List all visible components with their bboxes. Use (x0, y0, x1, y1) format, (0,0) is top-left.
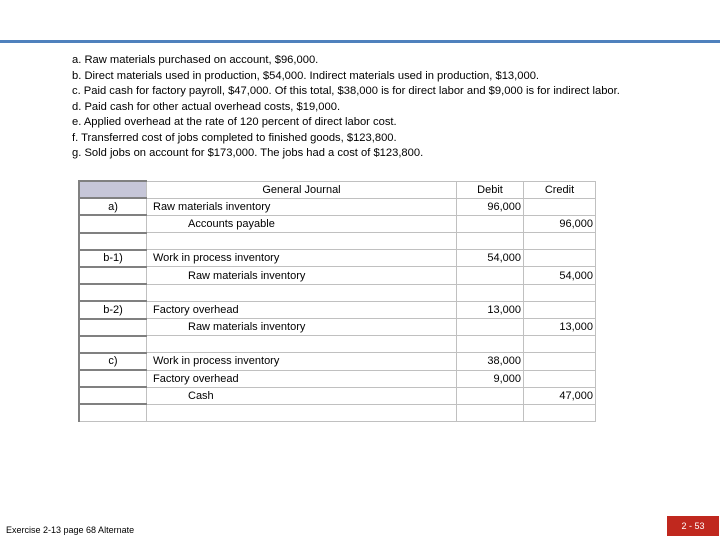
footer-note: Exercise 2-13 page 68 Alternate (6, 525, 135, 535)
journal-cell-ref (79, 370, 147, 387)
journal-cell-credit (524, 336, 596, 353)
journal-cell-credit (524, 370, 596, 387)
journal-cell-debit (457, 284, 524, 301)
journal-cell-account (147, 233, 457, 250)
page-number-badge: 2 - 53 (667, 516, 719, 536)
problem-line-d: d. Paid cash for other actual overhead costs, $19,000. (72, 100, 341, 113)
journal-cell-debit: 38,000 (457, 353, 524, 370)
journal-cell-account: Raw materials inventory (147, 319, 457, 336)
journal-cell-account: Accounts payable (147, 215, 457, 232)
problem-line-f: f. Transferred cost of jobs completed to finished goods, $123,800. (72, 131, 397, 144)
journal-cell-ref (79, 284, 147, 301)
journal-cell-ref (79, 215, 147, 232)
journal-cell-credit: 96,000 (524, 215, 596, 232)
journal-row (79, 387, 596, 404)
journal-cell-ref (79, 404, 147, 421)
journal-cell-debit: 13,000 (457, 301, 524, 318)
journal-cell-account (147, 336, 457, 353)
journal-cell-credit: 13,000 (524, 319, 596, 336)
journal-cell-credit (524, 250, 596, 267)
journal-header-ref (79, 181, 147, 198)
journal-cell-debit (457, 267, 524, 284)
journal-cell-ref: b-1) (79, 250, 147, 267)
journal-body (79, 198, 596, 421)
journal-cell-debit (457, 336, 524, 353)
journal-row (79, 336, 596, 353)
top-accent-rule (0, 40, 720, 43)
journal-cell-ref (79, 233, 147, 250)
journal-cell-account: Raw materials inventory (147, 267, 457, 284)
journal-cell-account (147, 284, 457, 301)
journal-cell-account: Work in process inventory (147, 250, 457, 267)
journal-row (79, 353, 596, 370)
journal-cell-credit: 47,000 (524, 387, 596, 404)
journal-cell-credit: 54,000 (524, 267, 596, 284)
journal-cell-ref (79, 387, 147, 404)
journal-row (79, 198, 596, 215)
journal-cell-account: Cash (147, 387, 457, 404)
journal-cell-debit (457, 319, 524, 336)
journal-row (79, 301, 596, 318)
journal-cell-account: Factory overhead (147, 370, 457, 387)
journal-cell-account (147, 404, 457, 421)
journal-row (79, 215, 596, 232)
journal-cell-account: Work in process inventory (147, 353, 457, 370)
journal-row (79, 370, 596, 387)
journal-header-debit: Debit (457, 181, 524, 198)
journal-row (79, 250, 596, 267)
journal-cell-ref (79, 319, 147, 336)
problem-line-e: e. Applied overhead at the rate of 120 percent of direct labor cost. (72, 116, 397, 128)
journal-cell-ref: b-2) (79, 301, 147, 318)
general-journal-table (78, 180, 596, 422)
journal-row (79, 233, 596, 250)
journal-cell-credit (524, 301, 596, 318)
journal-row (79, 319, 596, 336)
journal-cell-debit (457, 404, 524, 421)
journal-cell-debit (457, 215, 524, 232)
journal-row (79, 284, 596, 301)
journal-cell-debit (457, 233, 524, 250)
journal-cell-ref (79, 267, 147, 284)
journal-row (79, 404, 596, 421)
journal-cell-credit (524, 404, 596, 421)
journal-cell-debit: 96,000 (457, 198, 524, 215)
problem-list (72, 53, 620, 162)
journal-cell-debit: 54,000 (457, 250, 524, 267)
journal-cell-debit (457, 387, 524, 404)
journal-cell-debit: 9,000 (457, 370, 524, 387)
journal-cell-credit (524, 198, 596, 215)
journal-header-row (79, 181, 596, 198)
journal-cell-credit (524, 353, 596, 370)
journal-cell-account: Raw materials inventory (147, 198, 457, 215)
journal-cell-ref: a) (79, 198, 147, 215)
problem-line-c: c. Paid cash for factory payroll, $47,000. Of this total, $38,000 is for direct labor and $9,000 is for indirect labor. (72, 85, 620, 97)
journal-cell-ref: c) (79, 353, 147, 370)
journal-header-credit: Credit (524, 181, 596, 198)
journal-cell-credit (524, 233, 596, 250)
problem-line-g: g. Sold jobs on account for $173,000. The jobs had a cost of $123,800. (72, 147, 424, 159)
journal-header-title: General Journal (147, 181, 457, 198)
journal-cell-account: Factory overhead (147, 301, 457, 318)
journal-cell-credit (524, 284, 596, 301)
journal-row (79, 267, 596, 284)
journal-cell-ref (79, 336, 147, 353)
problem-line-b: b. Direct materials used in production, $54,000. Indirect materials used in production, $13,000. (72, 69, 540, 82)
problem-line-a: a. Raw materials purchased on account, $96,000. (72, 54, 319, 66)
